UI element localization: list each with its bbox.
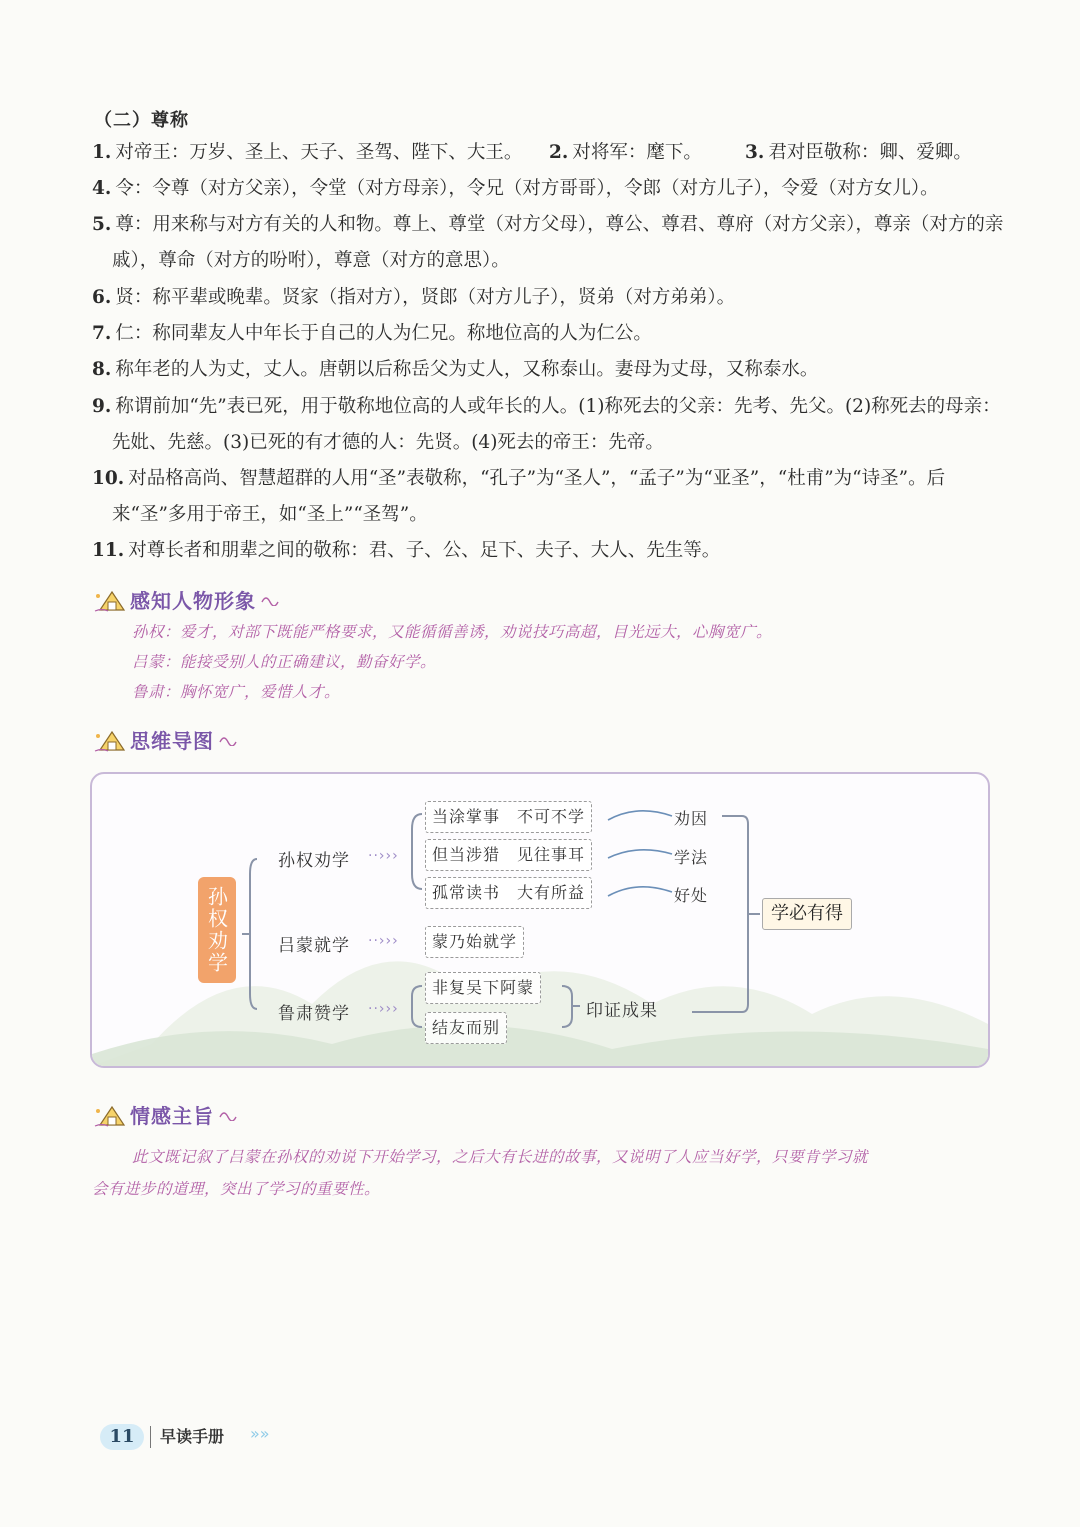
page-number: 11	[100, 1424, 144, 1450]
item-text: 令：令尊（对方父亲），令堂（对方母亲），令兄（对方哥哥），令郎（对方儿子），令爱（对方女儿）。	[115, 178, 939, 199]
branch-label: 鲁肃赞学	[278, 1004, 350, 1024]
list-item	[92, 395, 1001, 419]
dots-arrow-icon: ··›››	[368, 933, 399, 949]
list-item	[92, 213, 1004, 237]
item-text: 称谓前加“先”表已死，用于敬称地位高的人或年长的人。(1)称死去的父亲：先考、先父。(2)称死去的母亲：	[115, 396, 1001, 417]
squiggle-icon	[218, 732, 240, 746]
heading-text: 情感主旨	[130, 1103, 214, 1128]
heading-text: 思维导图	[130, 728, 214, 753]
chevron-right-icon: »»	[250, 1424, 270, 1443]
quote-box: 孤常读书 大有所益	[425, 877, 592, 909]
item-number: 4.	[92, 178, 112, 199]
item-number: 5.	[92, 214, 112, 235]
quote-box: 当涂掌事 不可不学	[425, 801, 592, 833]
item-number: 9.	[92, 396, 112, 417]
list-item	[92, 322, 992, 346]
dots-arrow-icon: ··›››	[368, 848, 399, 864]
result-box: 学必有得	[762, 898, 852, 930]
heading-mindmap	[92, 722, 240, 756]
squiggle-icon	[260, 592, 282, 606]
mindmap-root: 孙权劝学	[198, 877, 236, 983]
heading-emotion	[92, 1097, 240, 1131]
list-item	[92, 358, 992, 382]
item-number: 10.	[92, 468, 125, 489]
house-pencil-icon	[92, 1099, 128, 1129]
item-continuation: 先妣、先慈。(3)已死的有才德的人：先贤。(4)死去的帝王：先帝。	[112, 432, 664, 453]
house-pencil-icon	[92, 724, 128, 754]
emotion-line: 会有进步的道理，突出了学习的重要性。	[92, 1180, 381, 1198]
squiggle-icon	[218, 1107, 240, 1121]
list-item	[549, 141, 749, 165]
item-number: 3.	[745, 142, 765, 163]
item-continuation: 戚），尊命（对方的吩咐），尊意（对方的意思）。	[112, 250, 510, 271]
mind-map	[90, 772, 990, 1068]
heading-text: 感知人物形象	[130, 588, 256, 613]
section-title: （二）尊称	[94, 110, 189, 131]
item-text: 称年老的人为丈，丈人。唐朝以后称岳父为丈人，又称泰山。妻母为丈母，又称泰水。	[115, 359, 819, 380]
quote-box: 结友而别	[425, 1012, 507, 1044]
quote-box: 非复吴下阿蒙	[425, 972, 541, 1004]
quote-box: 但当涉猎 见往事耳	[425, 839, 592, 871]
list-item	[745, 141, 985, 165]
house-pencil-icon	[92, 584, 128, 614]
item-text: 仁：称同辈友人中年长于自己的人为仁兄。称地位高的人为仁公。	[115, 323, 652, 344]
item-number: 1.	[92, 142, 112, 163]
list-item	[92, 177, 992, 201]
book-title: 早读手册	[160, 1427, 225, 1446]
list-item	[92, 286, 992, 310]
footer-divider	[150, 1426, 151, 1448]
quote-box: 蒙乃始就学	[425, 926, 524, 958]
item-text: 贤：称平辈或晚辈。贤家（指对方），贤郎（对方儿子），贤弟（对方弟弟）。	[115, 287, 736, 308]
heading-perceive	[92, 582, 282, 616]
item-text: 对品格高尚、智慧超群的人用“圣”表敬称，“孔子”为“圣人”，“孟子”为“亚圣”，“杜甫”为“诗圣”。后	[128, 468, 946, 489]
target-label: 好处	[674, 886, 709, 905]
item-number: 6.	[92, 287, 112, 308]
item-number: 7.	[92, 323, 112, 344]
branch-label: 吕蒙就学	[278, 936, 350, 956]
list-item	[92, 539, 992, 563]
item-text: 对尊长者和朋辈之间的敬称：君、子、公、足下、夫子、大人、先生等。	[128, 540, 721, 561]
emotion-line: 此文既记叙了吕蒙在孙权的劝说下开始学习，之后大有长进的故事，又说明了人应当好学，只要肯学习就	[132, 1148, 869, 1166]
target-label: 学法	[674, 848, 709, 867]
item-text: 尊：用来称与对方有关的人和物。尊上、尊堂（对方父母），尊公、尊君、尊府（对方父亲），尊亲（对方的亲	[115, 214, 1004, 235]
perceive-line: 鲁肃：胸怀宽广，爱惜人才。	[132, 683, 341, 701]
branch-label: 孙权劝学	[278, 851, 350, 871]
dots-arrow-icon: ··›››	[368, 1001, 399, 1017]
item-continuation: 来“圣”多用于帝王，如“圣上”“圣驾”。	[112, 504, 428, 525]
item-text: 对将军：麾下。	[572, 142, 702, 163]
item-number: 8.	[92, 359, 112, 380]
target-label: 劝因	[674, 809, 709, 828]
item-number: 11.	[92, 540, 125, 561]
item-text: 君对臣敬称：卿、爱卿。	[768, 142, 972, 163]
perceive-line: 孙权：爱才，对部下既能严格要求，又能循循善诱，劝说技巧高超，目光远大，心胸宽广。	[132, 623, 773, 641]
item-number: 2.	[549, 142, 569, 163]
list-item	[92, 467, 992, 491]
target-label: 印证成果	[586, 1001, 658, 1021]
perceive-line: 吕蒙：能接受别人的正确建议，勤奋好学。	[132, 653, 437, 671]
item-text: 对帝王：万岁、圣上、天子、圣驾、陛下、大王。	[115, 142, 523, 163]
